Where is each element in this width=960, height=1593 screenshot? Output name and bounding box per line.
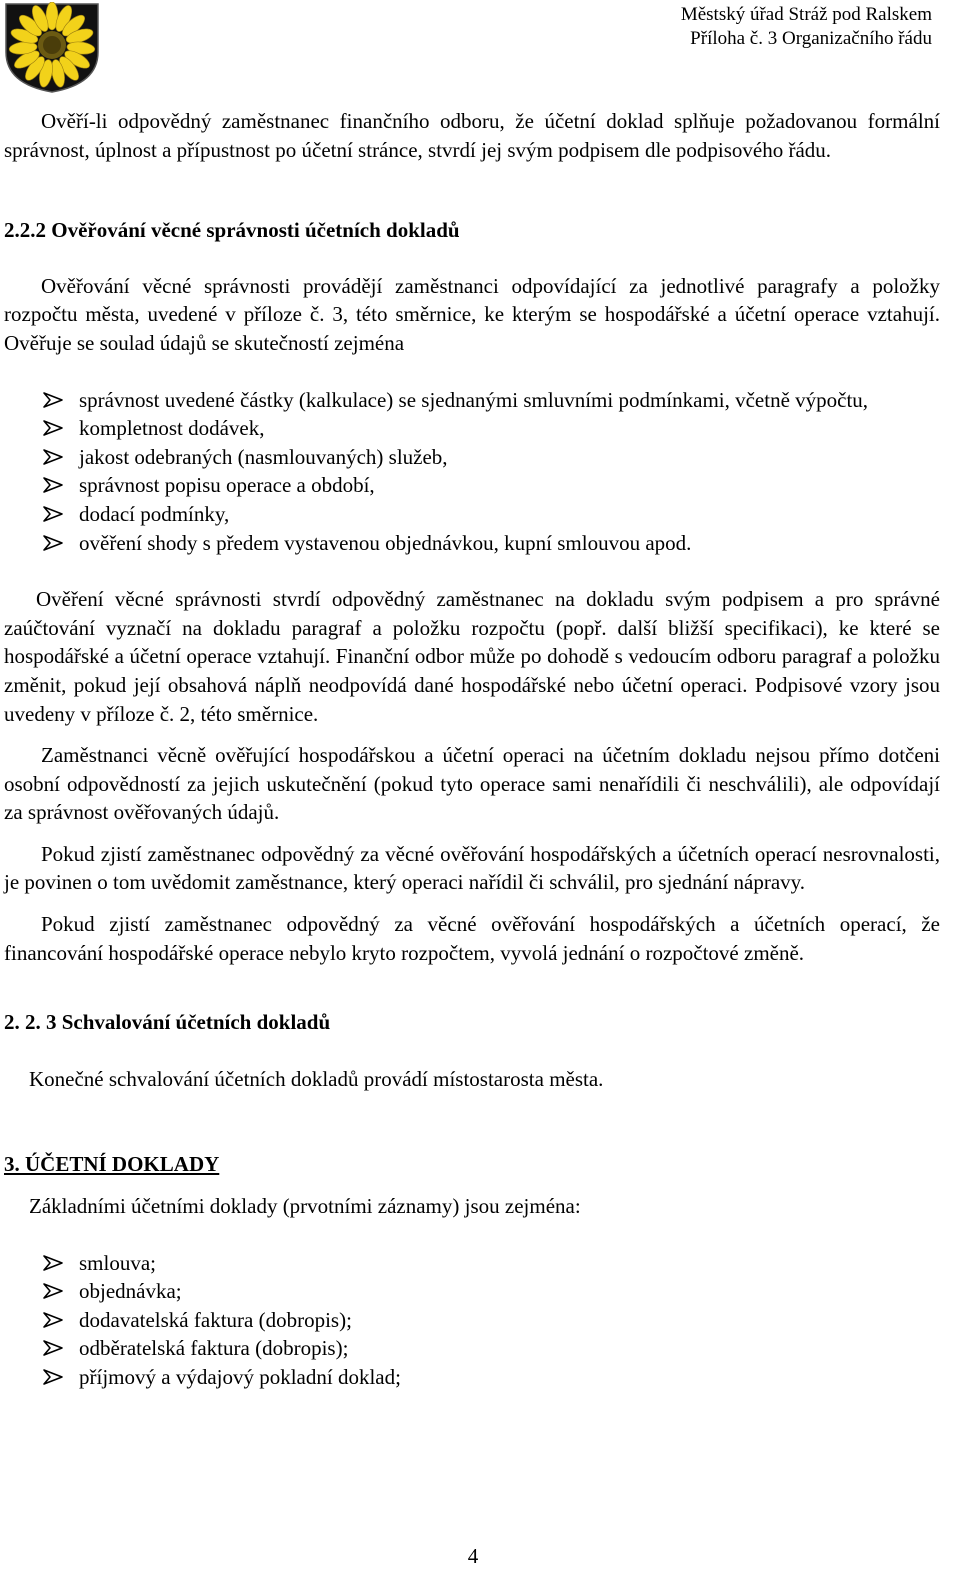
list-item [4,386,940,415]
paragraph-employees-responsibility: Zaměstnanci věcně ověřující hospodářskou a účetní operaci na účetním dokladu nejsou přímo dotčeni osobní odpovědností za jejich uskutečnění (pokud tyto operace sami nenařídili či neschválili), ale odpovídají za správnost ověřovaných údajů. [4,743,940,825]
header-attachment-label: Příloha č. 3 Organizačního řádu [690,28,932,49]
heading-2-2-3: 2. 2. 3 Schvalování účetních dokladů [4,1010,331,1035]
logo [4,2,100,94]
paragraph-verification-signature: Ověření věcné správnosti stvrdí odpovědný zaměstnanec na dokladu svým podpisem a pro správné zaúčtování vyznačí na dokladu paragraf a položku rozpočtu (popř. další bližší specifikaci), ke které se hospodářské a účetní operace vztahují. Finanční odbor může po dohodě s vedoucím odboru paragraf a položku změnit, pokud její obsahová náplň neodpovídá dané hospodářské nebo účetní operaci. Podpisové vzory jsou uvedeny v příloze č. 2, této směrnice. [4,587,940,726]
list-item [4,1277,940,1306]
arrow-bullet-icon [42,391,64,409]
sunflower-coat-of-arms-icon [4,2,100,94]
list-item-text: správnost popisu operace a období, [79,473,375,498]
paragraph-budget-change: Pokud zjistí zaměstnanec odpovědný za věcné ověřování hospodářských a účetních operací, že financování hospodářské operace nebylo kryto rozpočtem, vyvolá jednání o rozpočtové změně. [4,912,940,965]
paragraph-intro: Ověří-li odpovědný zaměstnanec finančního odboru, že účetní doklad splňuje požadovanou formální správnost, úplnost a přípustnost po účetní stránce, stvrdí jej svým podpisem dle podpisového řádu. [4,109,940,162]
list-item [4,529,940,558]
list-item [4,443,940,472]
arrow-bullet-icon [42,476,64,494]
arrow-bullet-icon [42,505,64,523]
document-body [4,107,940,1392]
heading-3: 3. ÚČETNÍ DOKLADY [4,1152,220,1177]
list-item-text: odběratelská faktura (dobropis); [79,1336,349,1361]
list-item-text: kompletnost dodávek, [79,416,265,441]
list-item-text: příjmový a výdajový pokladní doklad; [79,1365,401,1389]
arrow-bullet-icon [42,534,64,552]
list-item-text: objednávka; [79,1279,182,1304]
header-office-name: Městský úřad Stráž pod Ralskem [680,4,932,25]
paragraph-3: Základními účetními doklady (prvotními záznamy) jsou zejména: [29,1194,581,1219]
list-item [4,1306,940,1335]
list-item [4,414,940,443]
arrow-bullet-icon [42,419,64,437]
list-item [4,500,940,529]
list-item-text: ověření shody s předem vystavenou objednávkou, kupní smlouvou apod. [79,530,692,555]
list-item-text: dodavatelská faktura (dobropis); [79,1307,352,1332]
list-item [4,1334,940,1363]
list-item-text: správnost uvedené částky (kalkulace) se sjednanými smluvními podmínkami, včetně výpočtu, [79,387,869,412]
paragraph-discrepancies: Pokud zjistí zaměstnanec odpovědný za věcné ověřování hospodářských a účetních operací nesrovnalosti, je povinen o tom uvědomit zaměstnance, který operaci nařídil či schválil, pro sjednání nápravy. [4,841,940,895]
arrow-bullet-icon [42,1282,64,1300]
heading-2-2-2: 2.2.2 Ověřování věcné správnosti účetních dokladů [4,218,460,243]
arrow-bullet-icon [42,1254,64,1272]
list-item [4,1363,940,1392]
verification-list [4,386,940,558]
paragraph-2-2-2: Ověřování věcné správnosti provádějí zaměstnanci odpovídající za jednotlivé paragrafy a položky rozpočtu města, uvedené v příloze č. 3, této směrnice, ke kterým se hospodářské a účetní operace vztahují. Ověřuje se soulad údajů se skutečností zejména [4,273,940,355]
list-item-text: smlouva; [79,1250,156,1275]
documents-list [4,1249,940,1392]
list-item [4,1249,940,1278]
page-number: 4 [467,1544,479,1568]
arrow-bullet-icon [42,1339,64,1357]
arrow-bullet-icon [42,1368,64,1386]
list-item [4,471,940,500]
list-item-text: jakost odebraných (nasmlouvaných) služeb, [79,444,448,469]
arrow-bullet-icon [42,448,64,466]
arrow-bullet-icon [42,1311,64,1329]
paragraph-2-2-3: Konečné schvalování účetních dokladů provádí místostarosta města. [29,1066,604,1091]
document-header [681,3,932,51]
list-item-text: dodací podmínky, [79,501,230,526]
